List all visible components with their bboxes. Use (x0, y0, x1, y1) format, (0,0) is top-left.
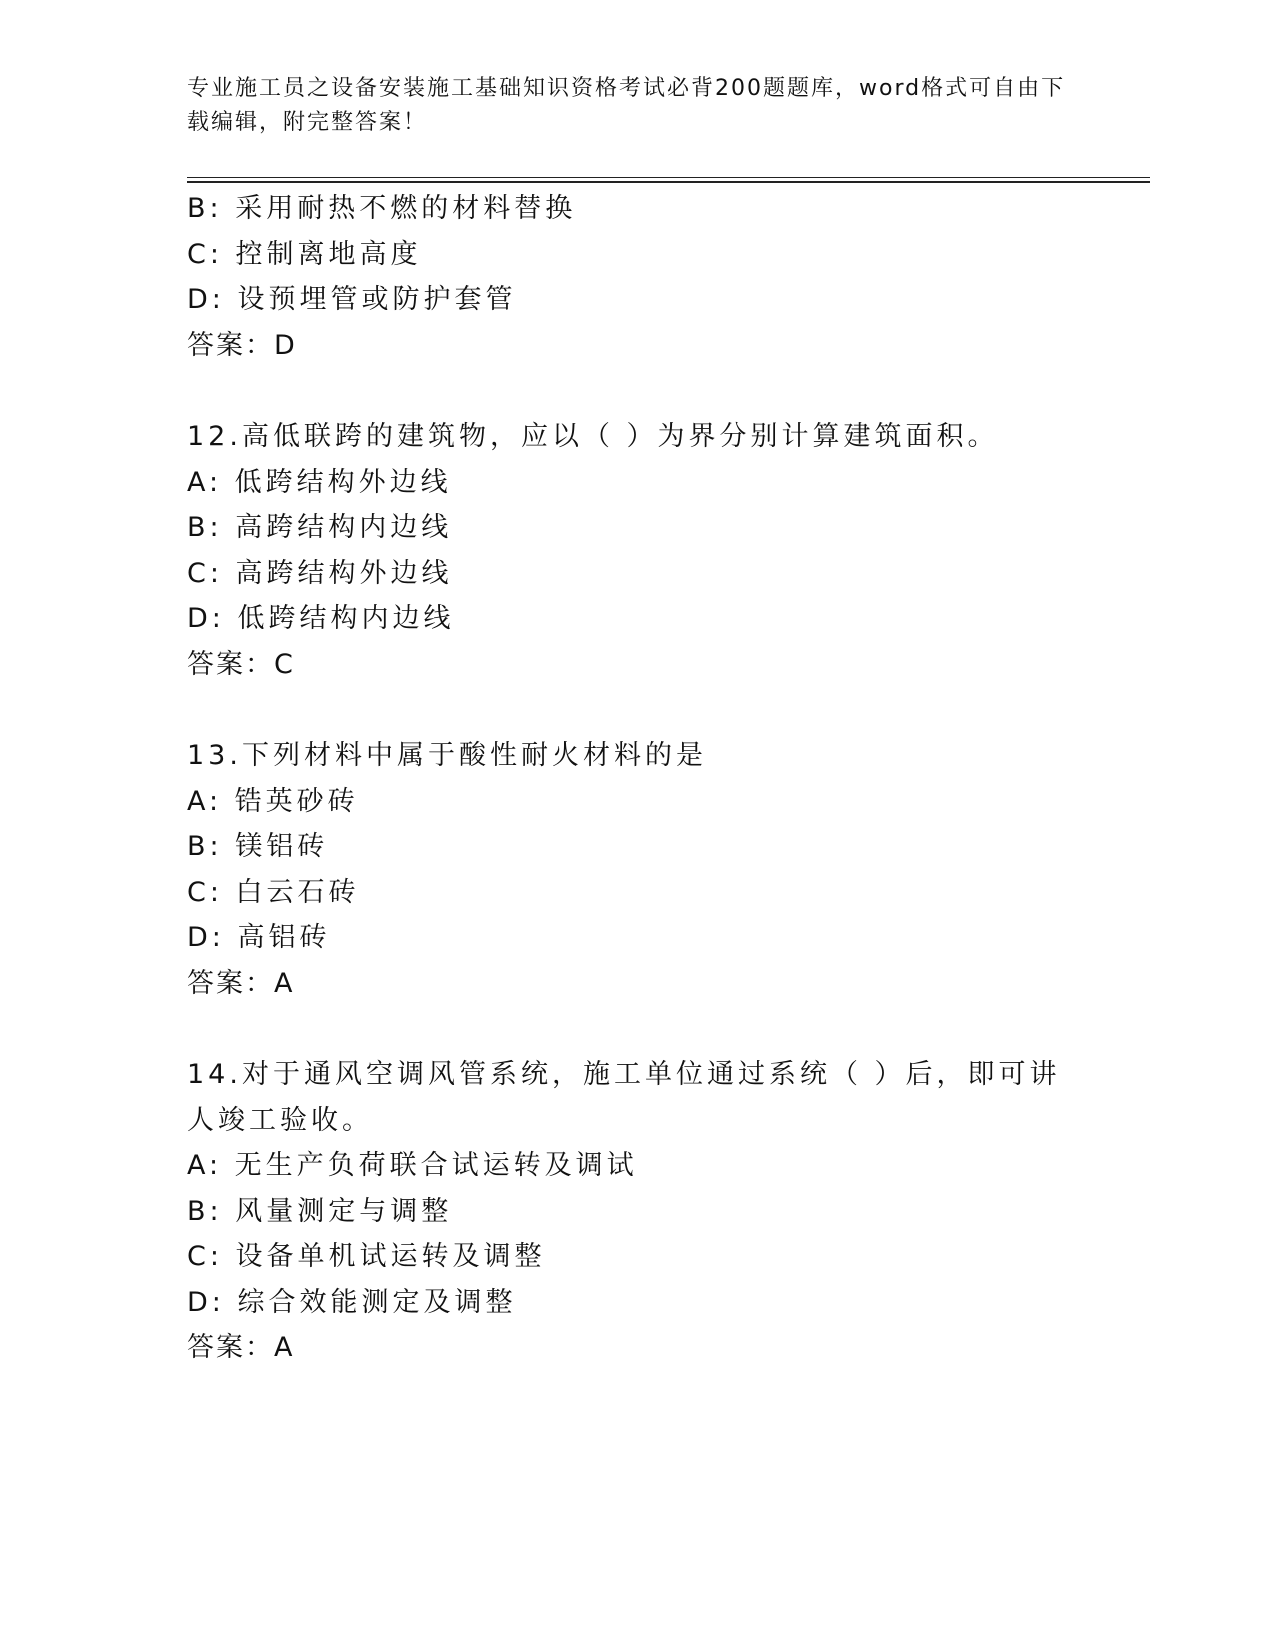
question-14 (187, 1052, 1150, 1371)
q11-option-b: B: 采用耐热不燃的材料替换 (187, 193, 577, 224)
q13-option-c: C: 白云石砖 (187, 876, 360, 908)
question-13 (187, 733, 1150, 1006)
q14-option-b: B: 风量测定与调整 (187, 1195, 453, 1227)
q14-option-a: A: 无生产负荷联合试运转及调试 (187, 1150, 638, 1181)
q13-option-d: D: 高铝砖 (187, 922, 331, 953)
q13-option-b: B: 镁铝砖 (187, 831, 329, 862)
question-12 (187, 414, 1150, 687)
header-divider-thick (187, 181, 1150, 183)
q14-option-d: D: 综合效能测定及调整 (187, 1286, 517, 1318)
q13-option-a: A: 锆英砂砖 (187, 785, 359, 817)
spacer (187, 687, 1150, 733)
question-list (187, 186, 1150, 1371)
q13-question: 13.下列材料中属于酸性耐火材料的是 (187, 740, 707, 771)
q11-option-d: D: 设预埋管或防护套管 (187, 284, 517, 315)
q12-option-d: D: 低跨结构内边线 (187, 603, 455, 634)
q12-option-c: C: 高跨结构外边线 (187, 557, 453, 589)
q12-question: 12.高低联跨的建筑物，应以（ ）为界分别计算建筑面积。 (187, 421, 999, 452)
spacer (187, 1006, 1150, 1052)
q12-option-a: A: 低跨结构外边线 (187, 466, 452, 498)
q11-answer: 答案：D (187, 329, 297, 361)
spacer (187, 368, 1150, 414)
q14-question: 14.对于通风空调风管系统，施工单位通过系统（ ）后，即可讲人竣工验收。 (187, 1059, 1061, 1136)
q14-answer: 答案：A (187, 1332, 295, 1363)
q12-option-b: B: 高跨结构内边线 (187, 512, 453, 543)
document-header: 专业施工员之设备安装施工基础知识资格考试必背200题题库，word格式可自由下载编辑，附完整答案！ (187, 76, 1066, 135)
q11-option-c: C: 控制离地高度 (187, 238, 422, 270)
q14-option-c: C: 设备单机试运转及调整 (187, 1241, 546, 1272)
q12-answer: 答案：C (187, 648, 295, 680)
header-divider-thin (187, 177, 1150, 178)
question-11-fragment (187, 186, 1150, 368)
q13-answer: 答案：A (187, 967, 295, 999)
